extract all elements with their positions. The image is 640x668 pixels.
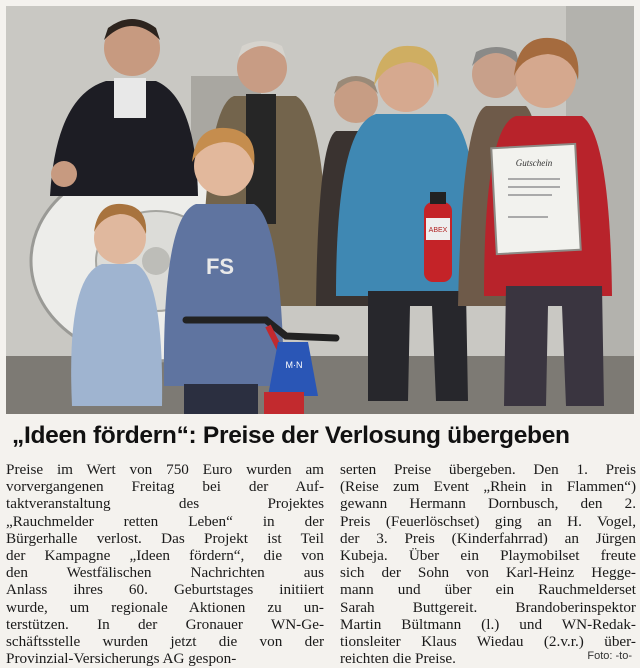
certificate xyxy=(491,144,580,254)
article-line: mann und über ein Rauchmelderset xyxy=(340,581,636,599)
article-line: taktveranstaltung des Projektes xyxy=(6,495,324,513)
photo-illustration xyxy=(6,6,634,414)
article-line: reichten die Preise. xyxy=(340,650,456,668)
article-line: schäftsstelle wurden jetzt die von der xyxy=(6,633,324,651)
article-line: serten Preise übergeben. Den 1. Preis xyxy=(340,461,636,478)
article-line: Anlass ihres 60. Geburtstages initiiert xyxy=(6,581,324,599)
article-line: den Westfälischen Nachrichten aus xyxy=(6,564,324,582)
article-line: Kubeja. Über ein Playmobilset freute xyxy=(340,547,636,565)
article-line: vorvergangenen Freitag bei der Auf- xyxy=(6,478,324,496)
article-line: der 3. Preis (Kinderfahrrad) an Jürgen xyxy=(340,529,636,547)
photo-credit: Foto: -to- xyxy=(587,650,632,662)
article-column-right xyxy=(340,461,636,667)
sweater-letters: FS xyxy=(205,254,235,279)
article-line: tionsleiter Klaus Wiedau (2.v.r.) über- xyxy=(340,633,636,651)
article-line: Martin Bültmann (l.) und WN-Redak- xyxy=(340,615,636,633)
basket-text: M·N xyxy=(285,360,303,370)
certificate-title: Gutschein xyxy=(515,158,553,168)
article-line: Preise im Wert von 750 Euro wurden am xyxy=(6,461,324,478)
group-photo xyxy=(6,6,634,414)
article-line: sich der Sohn von Karl-Heinz Hegge- xyxy=(340,564,636,582)
article-line: Preis (Feuerlöschset) ging an H. Vogel, xyxy=(340,512,636,530)
article-line: (Reise zum Event „Rhein in Flammen“) xyxy=(340,478,636,496)
article-line: „Rauchmelder retten Leben“ in der xyxy=(6,512,324,530)
article-line: gewann Hermann Dornbusch, den 2. xyxy=(340,495,636,513)
fire-extinguisher xyxy=(424,192,452,282)
extinguisher-label: ABEX xyxy=(428,227,448,234)
article-line: terstützen. In der Gronauer WN-Ge- xyxy=(6,615,324,633)
article-line: Provinzial-Versicherungs AG gespon- xyxy=(6,650,237,668)
article-line: wurde, um regionale Aktionen zu un- xyxy=(6,598,324,616)
article-line: Sarah Buttgereit. Brandoberinspektor xyxy=(340,598,636,616)
article-column-left xyxy=(6,461,324,667)
article-line: Bürgerhalle verlost. Das Projekt ist Teil xyxy=(6,529,324,547)
article-line: der Kampagne „Ideen fördern“, die von xyxy=(6,547,324,565)
headline: „Ideen fördern“: Preise der Verlosung übergeben xyxy=(12,422,570,449)
